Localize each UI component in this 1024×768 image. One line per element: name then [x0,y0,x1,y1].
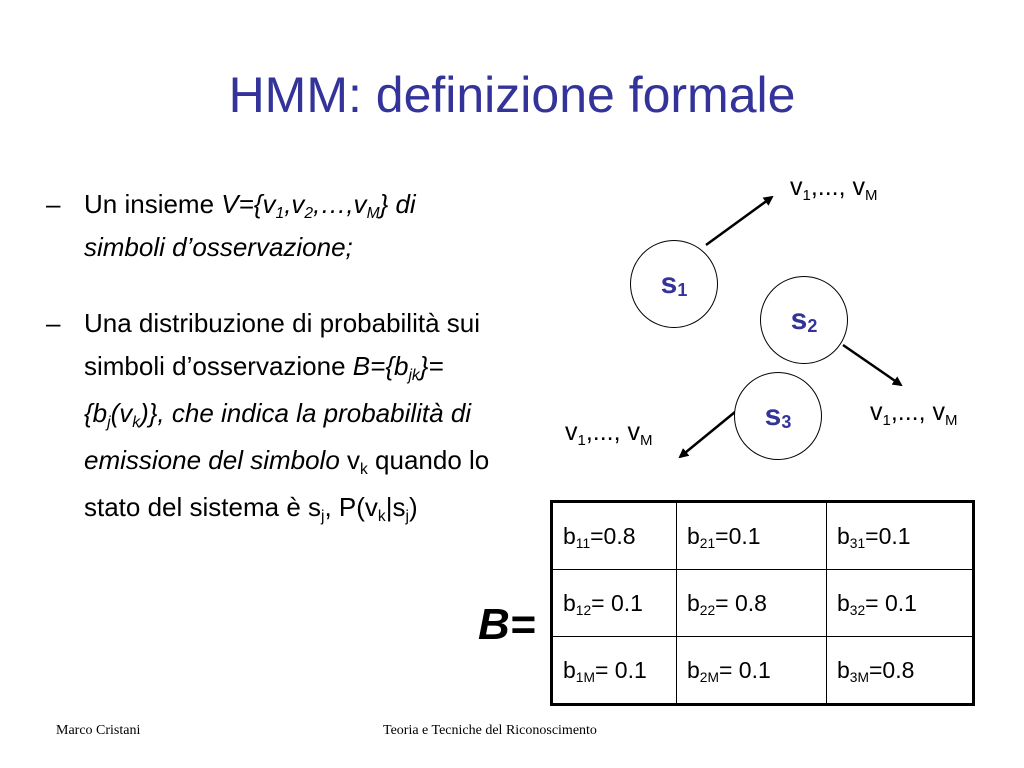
footer-course: Teoria e Tecniche del Riconoscimento [383,723,597,738]
matrix-cell: $b_{12}= 0.1$ [552,570,677,637]
state-node-s3: s $_3$ [734,372,822,460]
matrix-cell: $b_{1M}= 0.1$ [552,637,677,705]
state-node-s2: s $_2$ [760,276,848,364]
emission-label-s2: $v_1$,..., $v_M$ [870,398,958,430]
bullet-text: Un insieme [84,189,222,219]
arrow-s3-emission [680,412,735,457]
footer-author: Marco Cristani [56,723,141,738]
arrow-s2-emission [843,345,901,385]
matrix-cell: $b_{3M}=0.8$ [827,637,974,705]
matrix-cell: $b_{22}= 0.8$ [677,570,827,637]
matrix-label: B= [478,600,536,649]
matrix-cell: $b_{32}= 0.1$ [827,570,974,637]
matrix-cell: $b_{11}=0.8$ [552,502,677,570]
arrow-s1-emission [706,197,772,245]
bullet-dash: – [46,189,61,219]
matrix-cell: $b_{21}=0.1$ [677,502,827,570]
state-node-s1: s $_1$ [630,240,718,328]
matrix-row [552,570,974,637]
distribution-formula: $B=\{b_{jk}\}=\{b_j(v_k)\}$, che indica la probabilità di emissione del simbolo [84,351,472,475]
matrix-cell: $b_{31}=0.1$ [827,502,974,570]
matrix-row [552,637,974,705]
bullet-dash: – [46,308,61,338]
set-notation: $V=\{v_1,v_2,\dots,v_M\}$ di simboli d’osservazione; [84,189,416,262]
emission-label-s3: $v_1$,..., $v_M$ [565,418,653,450]
emission-label-s1: $v_1$,..., $v_M$ [790,173,878,205]
matrix-cell: $b_{2M}= 0.1$ [677,637,827,705]
bullet-text: Una distribuzione di probabilità sui simboli d’osservazione [84,308,481,381]
matrix-row [552,502,974,570]
slide-title: HMM: definizione formale [228,67,796,123]
bullet-text-tail: $v_k$ quando lo stato del sistema è $s_j$, $P(v_k|s_j)$ [84,445,490,526]
emission-matrix [550,500,975,706]
